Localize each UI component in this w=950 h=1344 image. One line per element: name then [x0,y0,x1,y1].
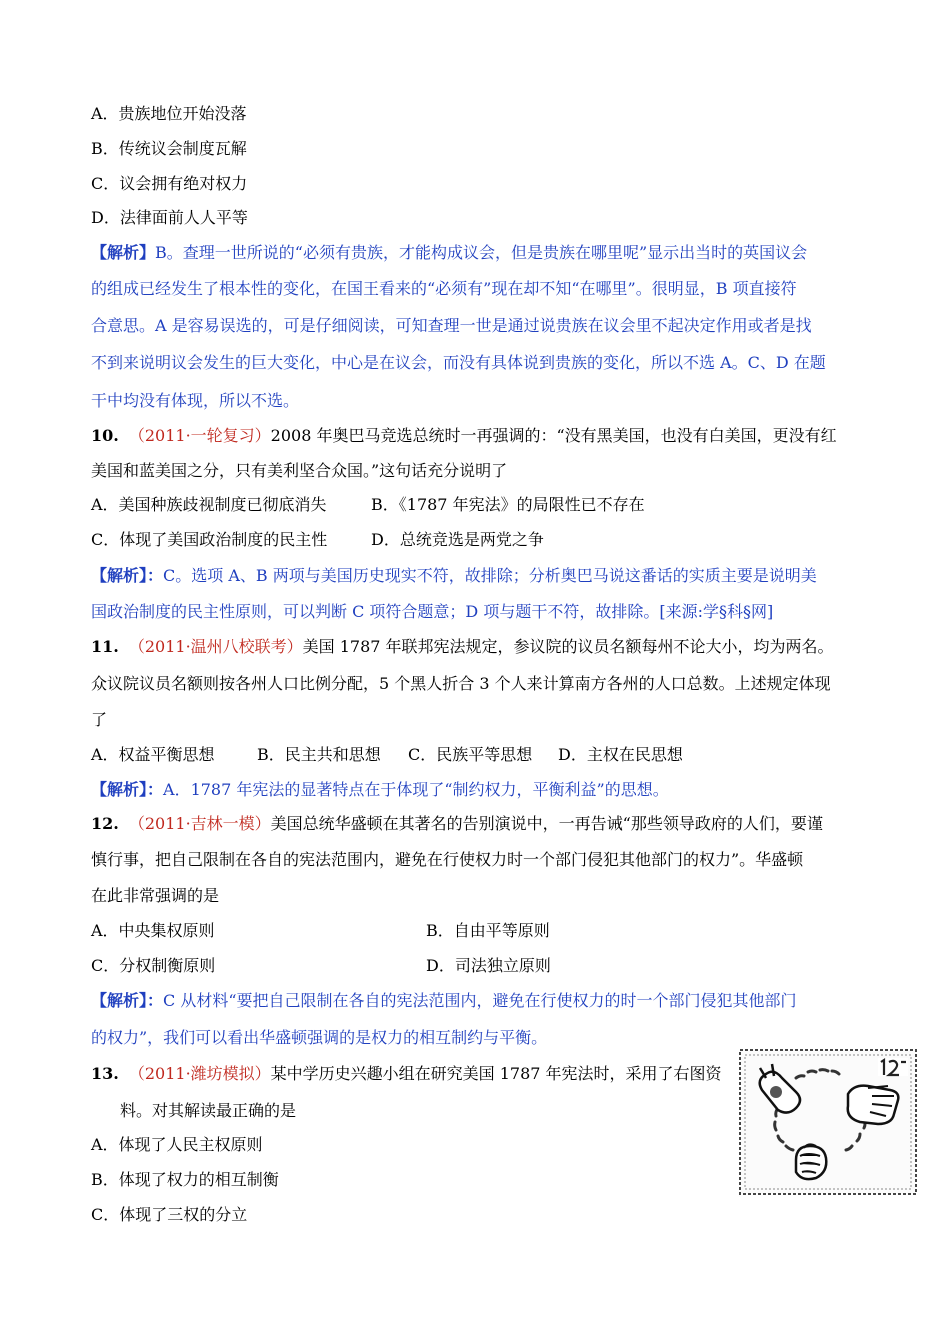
q11-option-d: D．主权在民思想 [558,745,683,764]
analysis-text: C 从材料“要把自己限制在各自的宪法范围内，避免在行使权力的时一个部门侵犯其他部门 [163,991,797,1010]
q11-options-row [91,745,683,765]
q9-analysis-line-2: 的组成已经发生了根本性的变化，在国王看来的“必须有”现在却不知“在哪里”。很明显，B 项直接符 [91,279,797,298]
question-number: 12. [91,814,119,833]
q12-option-c: C．分权制衡原则 [91,956,216,975]
q10-option-a: A．美国种族歧视制度已彻底消失 [91,495,327,514]
q10-analysis-line-2: 国政治制度的民主性原则，可以判断 C 项符合题意；D 项与题干不符，故排除。[来源:学§科§网] [91,602,774,621]
q9-option-c: C．议会拥有绝对权力 [91,174,248,193]
q10-options-row-1 [91,495,645,515]
question-number: 11. [91,637,119,656]
q13-stem-line-2: 料。对其解读最正确的是 [120,1101,297,1120]
analysis-text: A．1787 年宪法的显著特点在于体现了“制约权力，平衡利益”的思想。 [163,780,669,799]
q11-stem-line-1 [91,637,834,657]
rock-paper-scissors-stamp-figure [738,1048,918,1196]
q10-stem-line-2: 美国和蓝美国之分，只有美利坚合众国。”这句话充分说明了 [91,461,508,480]
q9-analysis-line-5: 干中均没有体现，所以不选。 [91,391,300,410]
q12-analysis-line-1 [91,991,797,1011]
q13-option-b: B．体现了权力的相互制衡 [91,1170,279,1189]
paper-hand-icon [848,1086,899,1124]
analysis-label: 【解析】 [91,243,156,262]
question-stem: 某中学历史兴趣小组在研究美国 1787 年宪法时，采用了右图资 [270,1064,722,1083]
q11-option-c: C．民族平等思想 [408,745,533,764]
q9-analysis-line-1 [91,243,807,263]
q13-stem-line-1 [91,1064,722,1084]
q13-option-a: A．体现了人民主权原则 [91,1135,263,1154]
q12-option-b: B．自由平等原则 [426,921,550,940]
question-source: （2011·吉林一模） [128,814,271,833]
q13-option-c: C．体现了三权的分立 [91,1205,248,1224]
q12-stem-line-1 [91,814,823,834]
q11-analysis [91,780,669,800]
question-stem: 美国 1787 年联邦宪法规定，参议院的议员名额每州不论大小，均为两名。 [302,637,834,656]
q9-option-a: A．贵族地位开始没落 [91,104,247,123]
rock-fist-icon [796,1144,826,1179]
question-source: （2011·潍坊模拟） [128,1064,271,1083]
analysis-label: 【解析】： [91,991,164,1010]
q10-option-d: D．总统竞选是两党之争 [371,530,544,549]
question-source: （2011·温州八校联考） [128,637,303,656]
q9-option-d: D．法律面前人人平等 [91,208,248,227]
q12-analysis-line-2: 的权力”，我们可以看出华盛顿强调的是权力的相互制约与平衡。 [91,1028,548,1047]
q12-options-row-2 [91,956,551,976]
q9-option-b: B．传统议会制度瓦解 [91,139,247,158]
q10-option-c: C．体现了美国政治制度的民主性 [91,530,328,549]
q10-option-b: B．《1787 年宪法》的局限性已不存在 [371,495,645,514]
question-stem: 美国总统华盛顿在其著名的告别演说中，一再告诫“那些领导政府的人们，要谨 [270,814,823,833]
q12-options-row-1 [91,921,550,941]
question-stem: 2008 年奥巴马竞选总统时一再强调的：“没有黑美国，也没有白美国，更没有红 [270,426,837,445]
q9-analysis-line-3: 合意思。A 是容易误选的，可是仔细阅读，可知查理一世是通过说贵族在议会里不起决定作用或者是找 [91,316,812,335]
q11-option-b: B．民主共和思想 [257,745,381,764]
analysis-label: 【解析】： [91,780,164,799]
analysis-text: B。查理一世所说的“必须有贵族，才能构成议会，但是贵族在哪里呢”显示出当时的英国议会 [155,243,808,262]
q12-stem-line-3: 在此非常强调的是 [91,886,220,905]
question-source: （2011·一轮复习） [128,426,271,445]
question-number: 10. [91,426,119,445]
q11-stem-line-3: 了 [91,710,108,729]
q10-analysis-line-1 [91,566,817,586]
q11-stem-line-2: 众议院议员名额则按各州人口比例分配，5 个黑人折合 3 个人来计算南方各州的人口总数。上述规定体现 [91,674,831,693]
question-number: 13. [91,1064,119,1083]
q10-options-row-2 [91,530,544,550]
analysis-label: 【解析】： [91,566,164,585]
q12-option-d: D．司法独立原则 [426,956,551,975]
q10-stem-line-1 [91,426,837,446]
stamp-denomination-mark [878,1058,908,1076]
q11-option-a: A．权益平衡思想 [91,745,215,764]
q9-analysis-line-4: 不到来说明议会发生的巨大变化，中心是在议会，而没有具体说到贵族的变化，所以不选 A。C、D 在题 [91,353,826,372]
q12-option-a: A．中央集权原则 [91,921,215,940]
analysis-text: C。选项 A、B 两项与美国历史现实不符，故排除；分析奥巴马说这番话的实质主要是说明美 [163,566,817,585]
q12-stem-line-2: 慎行事，把自己限制在各自的宪法范围内，避免在行使权力时一个部门侵犯其他部门的权力”。华盛顿 [91,850,804,869]
